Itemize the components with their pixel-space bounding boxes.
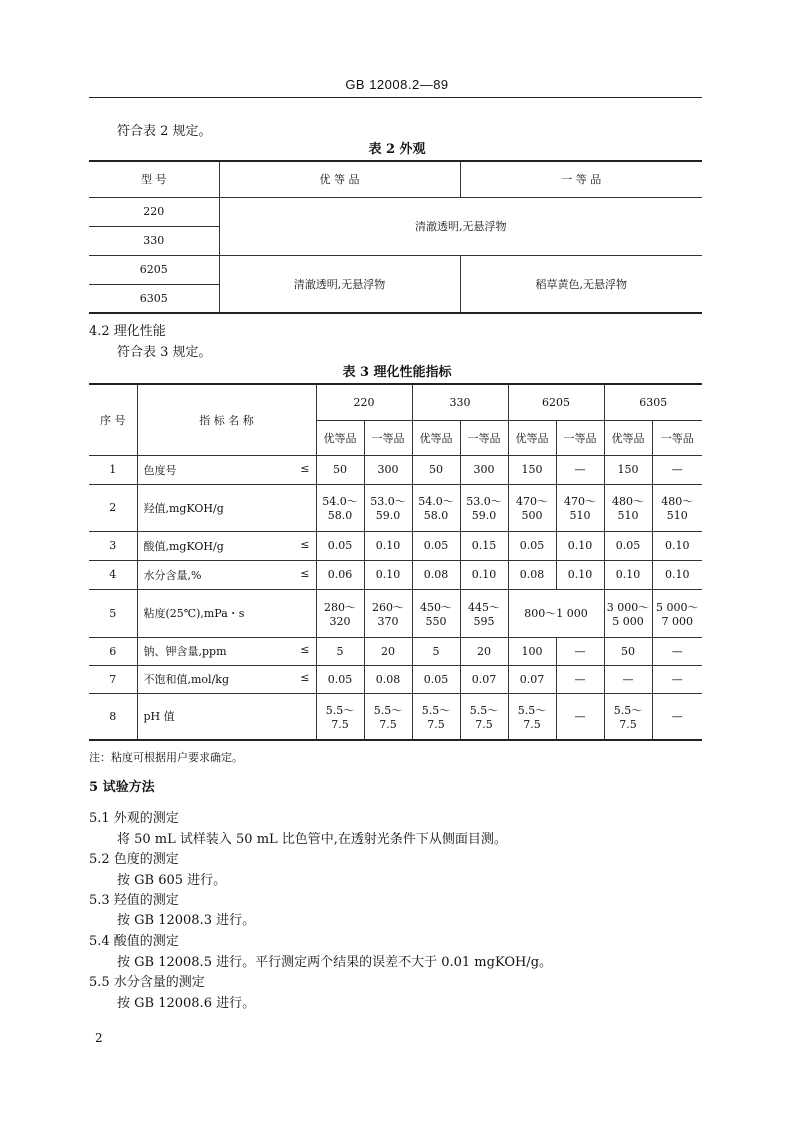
t3-cell: 5.5～ 7.5 xyxy=(508,693,556,740)
t3-row-name: 不饱和值,mol/kg ≤ xyxy=(137,665,316,693)
document-code-header: GB 12008.2—89 xyxy=(345,77,449,92)
t3-grade: 一等品 xyxy=(460,420,508,455)
t3-cell: 50 xyxy=(316,455,364,484)
t3-grade: 优等品 xyxy=(508,420,556,455)
t3-cell: 470～ 510 xyxy=(556,484,604,531)
t3-cell: 450～ 550 xyxy=(412,589,460,637)
t3-cell: — xyxy=(556,637,604,665)
t3-cell: — xyxy=(556,665,604,693)
t2-header-superior: 优 等 品 xyxy=(219,161,460,197)
section-5-5-title: 5.5 水分含量的测定 xyxy=(89,975,205,990)
t3-grade: 优等品 xyxy=(412,420,460,455)
t3-cell: 5.5～ 7.5 xyxy=(412,693,460,740)
t3-cell: 0.05 xyxy=(508,531,556,560)
t3-cell: 0.10 xyxy=(364,560,412,589)
t3-cell: 0.05 xyxy=(412,665,460,693)
table2-intro: 符合表 2 规定。 xyxy=(117,124,212,139)
t3-cell: 0.07 xyxy=(508,665,556,693)
t3-cell: 300 xyxy=(460,455,508,484)
t3-cell: 0.10 xyxy=(604,560,652,589)
t3-cell: 20 xyxy=(364,637,412,665)
t3-cell: 480～ 510 xyxy=(604,484,652,531)
t3-cell: 0.10 xyxy=(556,560,604,589)
t3-cell: 5.5～ 7.5 xyxy=(604,693,652,740)
t3-cell: — xyxy=(652,455,702,484)
section-5-4-text: 按 GB 12008.5 进行。平行测定两个结果的误差不大于 0.01 mgKOH/g。 xyxy=(117,955,553,970)
t3-cell: 280～ 320 xyxy=(316,589,364,637)
t3-row-no: 8 xyxy=(89,693,137,740)
t3-row-name: 羟值,mgKOH/g xyxy=(137,484,316,531)
table3-caption: 表 3 理化性能指标 xyxy=(342,365,452,380)
t3-row-name: 钠、钾含量,ppm ≤ xyxy=(137,637,316,665)
t3-row-name: 酸值,mgKOH/g ≤ xyxy=(137,531,316,560)
t3-row-name: 粘度(25℃),mPa・s xyxy=(137,589,316,637)
appearance-table xyxy=(89,160,702,314)
t2-merged-appearance: 清澈透明,无悬浮物 xyxy=(219,197,702,255)
section-5-1-text: 将 50 mL 试样装入 50 mL 比色管中,在透射光条件下从侧面目测。 xyxy=(117,832,507,847)
t3-cell: 0.05 xyxy=(412,531,460,560)
header-rule xyxy=(89,97,702,98)
t3-cell: 5 xyxy=(316,637,364,665)
t3-grade: 一等品 xyxy=(652,420,702,455)
t3-cell: 5 xyxy=(412,637,460,665)
section-5-2-title: 5.2 色度的测定 xyxy=(89,852,179,867)
t3-row-name: 色度号 ≤ xyxy=(137,455,316,484)
t3-grade: 优等品 xyxy=(316,420,364,455)
t3-cell: — xyxy=(556,693,604,740)
section-5-4-title: 5.4 酸值的测定 xyxy=(89,934,179,949)
t2-header-first: 一 等 品 xyxy=(460,161,702,197)
t3-cell: 5 000～ 7 000 xyxy=(652,589,702,637)
t3-header-name: 指 标 名 称 xyxy=(137,384,316,455)
t3-cell: 0.10 xyxy=(556,531,604,560)
t3-cell: 0.10 xyxy=(460,560,508,589)
t3-header-model: 330 xyxy=(412,384,508,420)
t3-cell: 20 xyxy=(460,637,508,665)
table3-note: 注：粘度可根据用户要求确定。 xyxy=(89,751,243,764)
t3-grade: 优等品 xyxy=(604,420,652,455)
t3-cell: 54.0～ 58.0 xyxy=(412,484,460,531)
table2-caption: 表 2 外观 xyxy=(368,142,426,157)
t2-model: 6305 xyxy=(89,284,219,313)
t3-header-no: 序 号 xyxy=(89,384,137,455)
t2-model: 220 xyxy=(89,197,219,226)
t3-cell: — xyxy=(556,455,604,484)
t3-cell: 0.07 xyxy=(460,665,508,693)
t3-cell: 0.05 xyxy=(316,531,364,560)
t2-superior-appearance: 清澈透明,无悬浮物 xyxy=(219,255,460,313)
t3-cell: 480～ 510 xyxy=(652,484,702,531)
t3-row-no: 5 xyxy=(89,589,137,637)
t3-row-no: 7 xyxy=(89,665,137,693)
t2-model: 6205 xyxy=(89,255,219,284)
t3-cell: 53.0～ 59.0 xyxy=(364,484,412,531)
t3-row-name: pH 值 xyxy=(137,693,316,740)
t3-cell: — xyxy=(652,637,702,665)
section-5-title: 5 试验方法 xyxy=(89,780,155,795)
t3-cell: 54.0～ 58.0 xyxy=(316,484,364,531)
section-5-5-text: 按 GB 12008.6 进行。 xyxy=(117,996,256,1011)
t3-cell: 0.10 xyxy=(652,531,702,560)
t3-cell: 0.15 xyxy=(460,531,508,560)
t3-cell: 0.08 xyxy=(412,560,460,589)
t3-cell: 0.05 xyxy=(604,531,652,560)
t3-cell: 5.5～ 7.5 xyxy=(316,693,364,740)
section-5-1-title: 5.1 外观的测定 xyxy=(89,811,179,826)
t3-cell: 0.06 xyxy=(316,560,364,589)
t3-row-no: 2 xyxy=(89,484,137,531)
section-5-3-title: 5.3 羟值的测定 xyxy=(89,893,179,908)
section-5-3-text: 按 GB 12008.3 进行。 xyxy=(117,913,256,928)
t3-cell: 0.10 xyxy=(364,531,412,560)
t3-row-name: 水分含量,% ≤ xyxy=(137,560,316,589)
t3-header-model: 6305 xyxy=(604,384,702,420)
t3-cell: 3 000～ 5 000 xyxy=(604,589,652,637)
t3-row-no: 1 xyxy=(89,455,137,484)
t3-cell: 300 xyxy=(364,455,412,484)
t3-cell: 0.08 xyxy=(508,560,556,589)
t3-cell: — xyxy=(604,665,652,693)
t2-header-model: 型 号 xyxy=(89,161,219,197)
t3-cell: 260～ 370 xyxy=(364,589,412,637)
t3-cell: 150 xyxy=(604,455,652,484)
t3-cell: — xyxy=(652,693,702,740)
section-4-2-title: 4.2 理化性能 xyxy=(89,324,166,339)
t3-cell: 150 xyxy=(508,455,556,484)
t3-grade: 一等品 xyxy=(556,420,604,455)
t3-cell: 53.0～ 59.0 xyxy=(460,484,508,531)
t2-first-appearance: 稻草黄色,无悬浮物 xyxy=(460,255,702,313)
properties-table xyxy=(89,383,702,741)
t3-cell: 470～ 500 xyxy=(508,484,556,531)
t3-cell: 0.08 xyxy=(364,665,412,693)
t3-cell-merged: 800～1 000 xyxy=(508,589,604,637)
section-4-2-text: 符合表 3 规定。 xyxy=(117,345,212,360)
page-number: 2 xyxy=(95,1031,103,1045)
t3-row-no: 6 xyxy=(89,637,137,665)
t3-cell: — xyxy=(652,665,702,693)
t3-cell: 5.5～ 7.5 xyxy=(460,693,508,740)
t3-grade: 一等品 xyxy=(364,420,412,455)
t3-header-model: 220 xyxy=(316,384,412,420)
t3-header-model: 6205 xyxy=(508,384,604,420)
t3-row-no: 3 xyxy=(89,531,137,560)
section-5-2-text: 按 GB 605 进行。 xyxy=(117,873,227,888)
t3-cell: 50 xyxy=(604,637,652,665)
t2-model: 330 xyxy=(89,226,219,255)
t3-cell: 445～ 595 xyxy=(460,589,508,637)
t3-cell: 0.10 xyxy=(652,560,702,589)
t3-row-no: 4 xyxy=(89,560,137,589)
t3-cell: 50 xyxy=(412,455,460,484)
t3-cell: 5.5～ 7.5 xyxy=(364,693,412,740)
t3-cell: 0.05 xyxy=(316,665,364,693)
t3-cell: 100 xyxy=(508,637,556,665)
